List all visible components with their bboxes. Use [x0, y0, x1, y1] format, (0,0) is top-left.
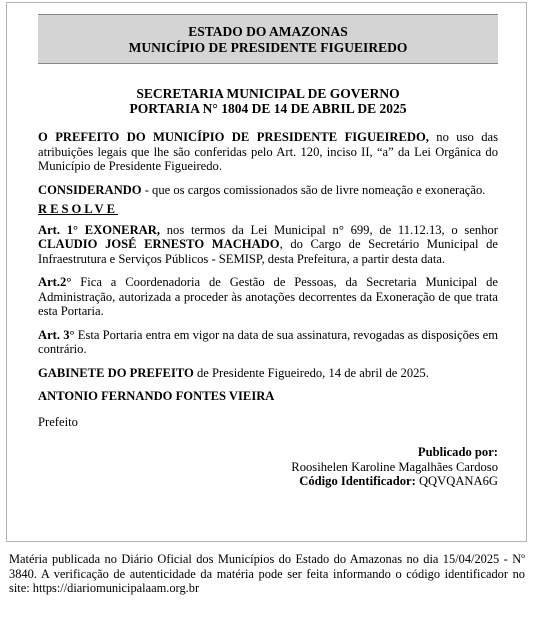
secretariat-title: SECRETARIA MUNICIPAL DE GOVERNO — [136, 86, 400, 101]
resolve-heading: RESOLVE — [38, 202, 119, 216]
portaria-title: PORTARIA N° 1804 DE 14 DE ABRIL DE 2025 — [129, 101, 407, 116]
gabinete-text: de Presidente Figueiredo, 14 de abril de 2025. — [193, 365, 429, 380]
identifier-code: QQVQANA6G — [418, 474, 498, 488]
art1-text2: , do Cargo de Secretário Municipal de Infraestrutura e Serviços Públicos - SEMISP, desta Prefeitura, a partir desta data. — [38, 237, 498, 266]
art2-paragraph — [38, 275, 498, 319]
considerando-bold: CONSIDERANDO — [38, 182, 142, 197]
intro-paragraph — [38, 130, 498, 174]
art3-bold: Art. 3° — [38, 327, 75, 342]
document-body — [38, 86, 498, 489]
art2-text: Fica a Coordenadoria de Gestão de Pessoas, da Secretaria Municipal de Administração, autorizada a proceder às anotações decorrentes da Exoneração de que trata esta Portaria. — [38, 275, 498, 318]
art1-text1: nos termos da Lei Municipal n° 699, de 11.12.13, o senhor — [160, 222, 498, 237]
gabinete-paragraph — [38, 366, 498, 381]
identifier-label: Código Identificador: — [299, 474, 416, 488]
gabinete-bold: GABINETE DO PREFEITO — [38, 365, 194, 380]
signer-name: ANTONIO FERNANDO FONTES VIEIRA — [38, 389, 275, 403]
publication-block — [38, 445, 498, 489]
art2-bold: Art.2° — [38, 275, 72, 289]
intro-bold: O PREFEITO DO MUNICÍPIO DE PRESIDENTE FIGUEIREDO, — [38, 130, 429, 144]
publisher-name: Roosihelen Karoline Magalhães Cardoso — [291, 459, 498, 474]
identifier-line — [38, 474, 498, 489]
art3-paragraph — [38, 328, 498, 357]
intro-text: no uso das atribuições legais que lhe são conferidas pelo Art. 120, inciso II, “a” da Lei Orgânica do Município de Presidente Figueiredo. — [38, 130, 498, 173]
published-by-label: Publicado por: — [417, 445, 498, 459]
header-state: ESTADO DO AMAZONAS — [188, 24, 348, 39]
header-municipality: MUNICÍPIO DE PRESIDENTE FIGUEIREDO — [128, 40, 408, 55]
considerando-paragraph — [38, 183, 498, 198]
signer-role: Prefeito — [38, 414, 78, 429]
document-header — [38, 14, 498, 64]
art3-text: Esta Portaria entra em vigor na data de sua assinatura, revogadas as disposições em contrário. — [38, 327, 498, 356]
art1-bold: Art. 1° EXONERAR, — [38, 222, 161, 237]
publication-footer: Matéria publicada no Diário Oficial dos Municípios do Estado do Amazonas no dia 15/04/2025 - Nº 3840. A verificação de autenticidade da matéria pode ser feita informando o código identificador no site: https://diariomunicipalaam.org.br — [9, 552, 525, 595]
art1-name: CLAUDIO JOSÉ ERNESTO MACHADO — [38, 237, 280, 251]
considerando-text: - que os cargos comissionados são de livre nomeação e exoneração. — [141, 182, 486, 197]
art1-paragraph — [38, 223, 498, 267]
